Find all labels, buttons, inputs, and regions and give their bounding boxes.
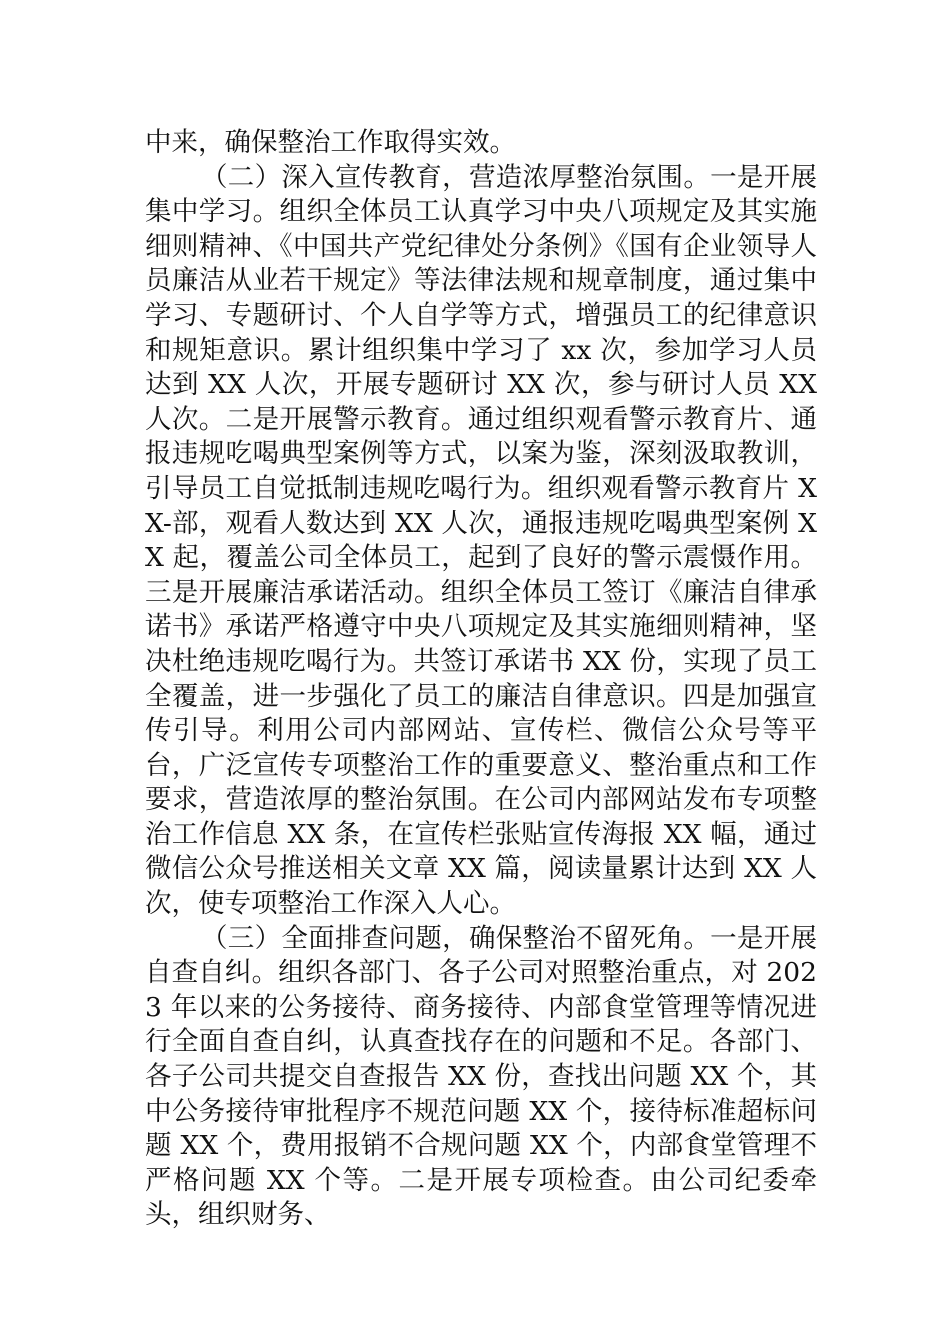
paragraph-section-3: （三）全面排查问题，确保整治不留死角。一是开展自查自纠。组织各部门、各子公司对照整治重点，对 2023 年以来的公务接待、商务接待、内部食堂管理等情况进行全面自查自纠，认真查找存在的问题和不足。各部门、各子公司共提交自查报告 XX 份，查找出问题 XX 个，其中公务接待审批程序不规范问题 XX 个，接待标准超标问题 XX 个，费用报销不合规问题 XX 个，内部食堂管理不严格问题 XX 个等。二是开展专项检查。由公司纪委牵头，组织财务、 [145,922,817,1231]
paragraph-continuation: 中来，确保整治工作取得实效。 [145,127,516,158]
document-body [145,126,817,1233]
paragraph-section-2: （二）深入宣传教育，营造浓厚整治氛围。一是开展集中学习。组织全体员工认真学习中央八项规定及其实施细则精神、《中国共产党纪律处分条例》《国有企业领导人员廉洁从业若干规定》等法律法规和规章制度，通过集中学习、专题研讨、个人自学等方式，增强员工的纪律意识和规矩意识。累计组织集中学习了 xx 次，参加学习人员达到 XX 人次，开展专题研讨 XX 次，参与研讨人员 XX 人次。二是开展警示教育。通过组织观看警示教育片、通报违规吃喝典型案例等方式，以案为鉴，深刻汲取教训，引导员工自觉抵制违规吃喝行为。组织观看警示教育片 XX-部，观看人数达到 XX 人次，通报违规吃喝典型案例 XX 起，覆盖公司全体员工，起到了良好的警示震慑作用。三是开展廉洁承诺活动。组织全体员工签订《廉洁自律承诺书》承诺严格遵守中央八项规定及其实施细则精神，坚决杜绝违规吃喝行为。共签订承诺书 XX 份，实现了员工全覆盖，进一步强化了员工的廉洁自律意识。四是加强宣传引导。利用公司内部网站、宣传栏、微信公众号等平台，广泛宣传专项整治工作的重要意义、整治重点和工作要求，营造浓厚的整治氛围。在公司内部网站发布专项整治工作信息 XX 条，在宣传栏张贴宣传海报 XX 幅，通过微信公众号推送相关文章 XX 篇，阅读量累计达到 XX 人次，使专项整治工作深入人心。 [145,161,817,920]
